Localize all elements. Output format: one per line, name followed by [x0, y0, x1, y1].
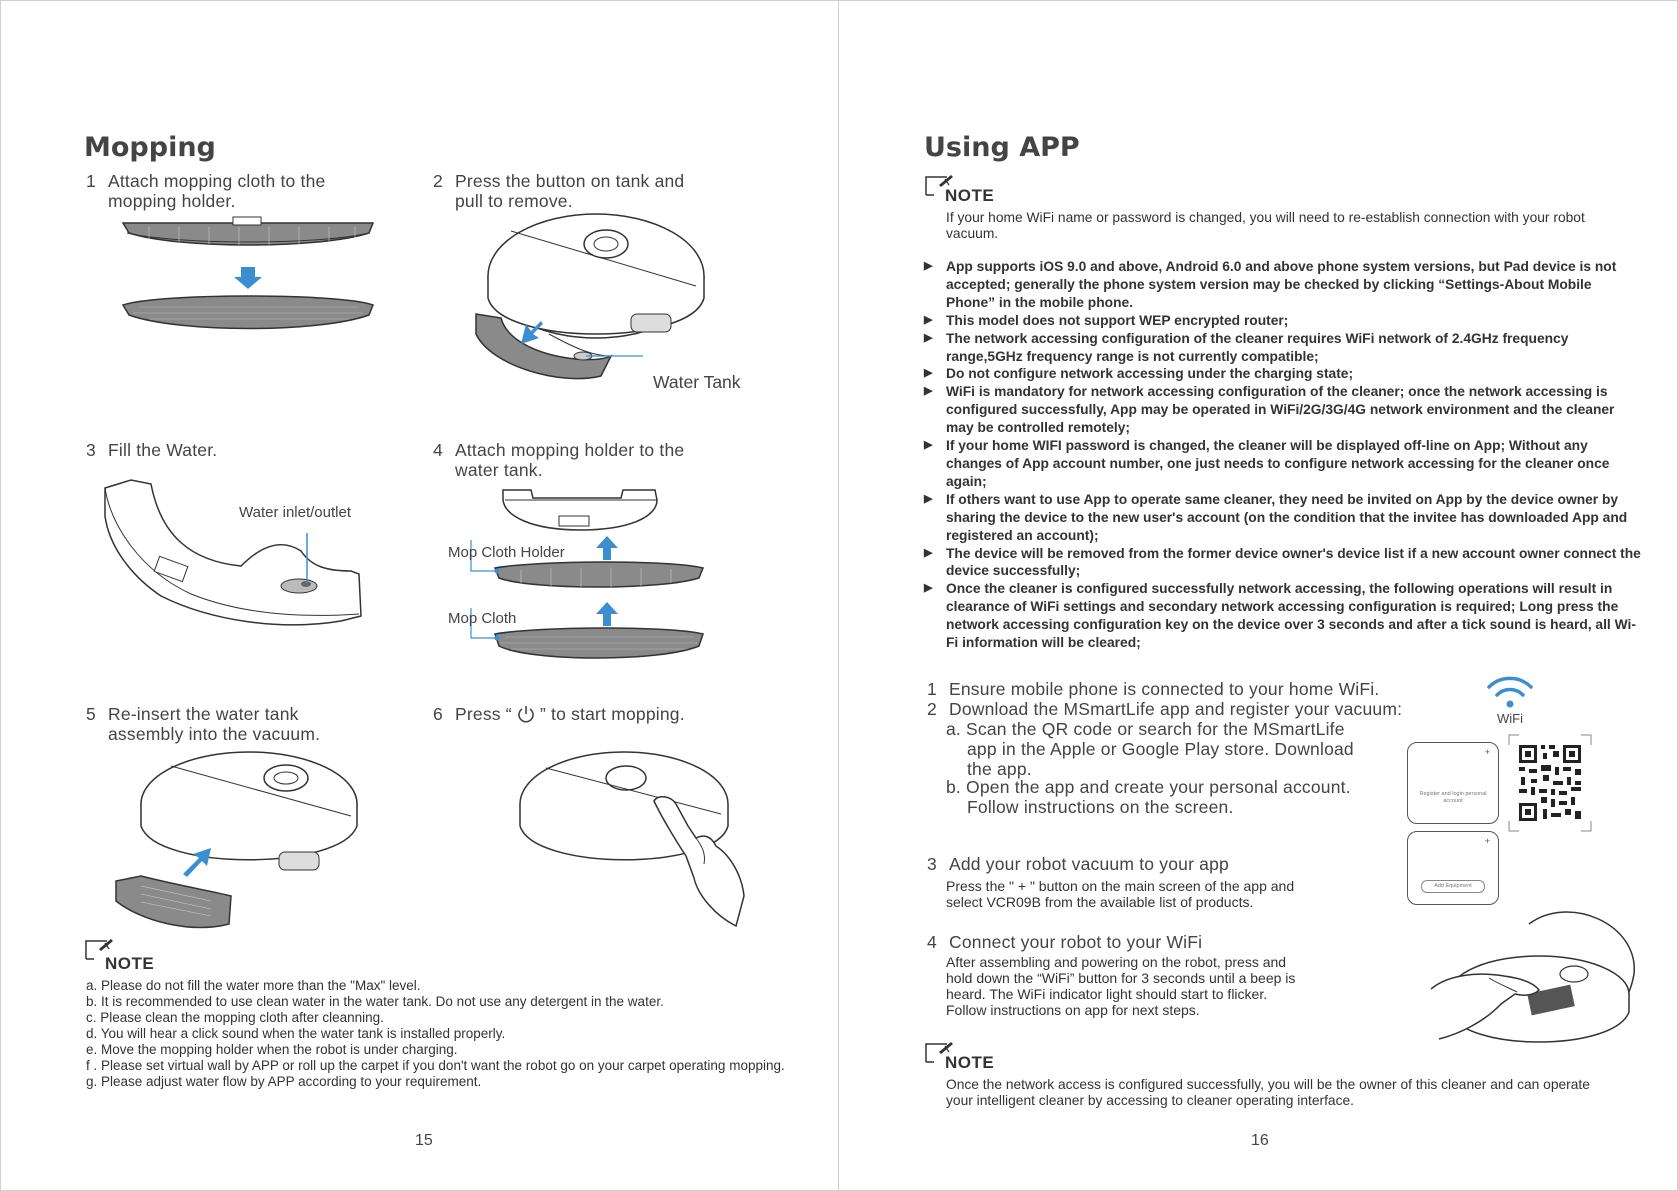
page-title: Using APP [924, 132, 1080, 163]
note-text: Once the network access is configured successfully, you will be the owner of this cleaner and can operate your intelligent cleaner by accessing to cleaner operating interface. [946, 1077, 1590, 1108]
list-item: ▶ WiFi is mandatory for network accessing configuration of the cleaner; once the network accessing is configured successfully, App may be operated in WiFi/2G/3G/4G network environment and the cleaner may be controlled remotely; [924, 384, 1615, 436]
note-text: If your home WiFi name or password is changed, you will need to re-establish connection with your robot vacuum. [946, 210, 1585, 241]
reinsert-tank-illustration [111, 746, 361, 941]
note-item: c. Please clean the mopping cloth after cleanning. [86, 1010, 384, 1025]
wifi-label: WiFi [1497, 711, 1523, 726]
list-item: ▶ This model does not support WEP encrypted router; [924, 312, 1289, 328]
app-step-4-desc: After assembling and powering on the robot, press and hold down the “WiFi” button for 3 seconds until a beep is heard. The WiFi indicator light should start to flicker. Follow instructions on app for next steps. [946, 954, 1296, 1018]
list-item: ▶ The device will be removed from the former device owner's device list if a new account owner connect the device successfully; [924, 545, 1641, 579]
power-icon [517, 705, 535, 723]
step-6: 6 Press “ ” to start mopping. [433, 704, 685, 724]
robot-wifi-button-illustration [1429, 894, 1644, 1054]
arrow-down-icon [234, 267, 262, 289]
list-item: ▶ App supports iOS 9.0 and above, Android 6.0 and above phone system versions, but Pad device is not accepted; generally the phone system version may be checked by clicking “Settings-About Mobile Phone” in the mobile phone. [924, 259, 1617, 310]
note-item: d. You will hear a click sound when the water tank is installed properly. [86, 1026, 506, 1041]
notes-list [86, 978, 786, 1090]
app-step-2: 2 Download the MSmartLife app and register your vacuum: [927, 699, 1403, 719]
page-15 [0, 0, 838, 1191]
note-title: NOTE [945, 186, 995, 205]
list-item: ▶ If others want to use App to operate same cleaner, they need be invited on App by the device owner by sharing the device to the new user's account (on the condition that the invitee has downloaded App and registered an account); [924, 491, 1628, 543]
requirements-list [924, 258, 1642, 652]
list-item: ▶ If your home WIFI password is changed, the cleaner will be displayed off-line on App; Without any changes of App account number, one just needs to configure network accessing for the cleaner once again; [924, 438, 1610, 489]
page-number: 16 [1251, 1132, 1269, 1149]
phone-register-screen: + Register and login personal account [1407, 742, 1499, 824]
qr-code [1509, 735, 1591, 831]
press-power-illustration [516, 746, 746, 931]
note-item: e. Move the mopping holder when the robot is under charging. [86, 1042, 458, 1057]
app-step-2b: b. Open the app and create your personal account. Follow instructions on the screen. [946, 777, 1351, 817]
page-number: 15 [415, 1132, 433, 1149]
label-water-tank: Water Tank [653, 372, 741, 392]
fill-water-illustration [101, 476, 371, 636]
list-item: ▶ The network accessing configuration of the cleaner requires WiFi network of 2.4GHz frequency range,5GHz frequency range is not currently compatible; [924, 330, 1569, 364]
app-step-3-desc: Press the " + " button on the main screen of the app and select VCR09B from the available list of products. [946, 878, 1295, 910]
app-step-4: 4 Connect your robot to your WiFi [927, 932, 1203, 952]
step-3: 3 Fill the Water. [86, 440, 218, 460]
list-item: ▶ Once the cleaner is configured successfully network accessing, the following operations will result in clearance of WiFi settings and secondary network accessing configuration is required; Long press the network accessing configuration key on the device over 3 seconds and after a tick sound is heard, all Wi-Fi information will be cleared; [924, 581, 1636, 651]
label-mop-cloth-holder: Mop Cloth Holder [448, 544, 565, 561]
note-title: NOTE [105, 954, 155, 973]
add-equipment-button: Add Equipment [1421, 880, 1485, 893]
note-item: a. Please do not fill the water more than the "Max" level. [86, 978, 421, 993]
label-water-inlet: Water inlet/outlet [239, 504, 351, 521]
page-16 [838, 0, 1678, 1191]
note-title: NOTE [945, 1053, 995, 1072]
arrow-up-icon [596, 536, 618, 560]
app-step-1: 1 Ensure mobile phone is connected to your home WiFi. [927, 679, 1380, 699]
page-title: Mopping [84, 132, 216, 163]
note-item: b. It is recommended to use clean water in the water tank. Do not use any detergent in the water. [86, 994, 664, 1009]
list-item: ▶ Do not configure network accessing under the charging state; [924, 366, 1354, 382]
mopping-holder-illustration [119, 215, 379, 340]
step-5: 5 Re-insert the water tank assembly into the vacuum. [86, 704, 321, 744]
label-mop-cloth: Mop Cloth [448, 610, 517, 627]
step-4: 4 Attach mopping holder to the water tank. [433, 440, 685, 480]
app-step-2a: a. Scan the QR code or search for the MSmartLife app in the Apple or Google Play store. Download the app. [946, 719, 1354, 779]
note-item: f . Please set virtual wall by APP or roll up the carpet if you don't want the robot go on your carpet operating mopping. [86, 1058, 785, 1073]
wifi-icon [1487, 673, 1533, 711]
phone-add-equipment-screen: + Add Equipment [1407, 831, 1499, 905]
step-2: 2 Press the button on tank and pull to remove. [433, 171, 685, 211]
step-1: 1 Attach mopping cloth to the mopping holder. [86, 171, 326, 211]
note-item: g. Please adjust water flow by APP according to your requirement. [86, 1074, 482, 1089]
attach-holder-illustration [441, 486, 741, 681]
app-step-3: 3 Add your robot vacuum to your app [927, 854, 1229, 874]
arrow-up-icon [596, 602, 618, 626]
